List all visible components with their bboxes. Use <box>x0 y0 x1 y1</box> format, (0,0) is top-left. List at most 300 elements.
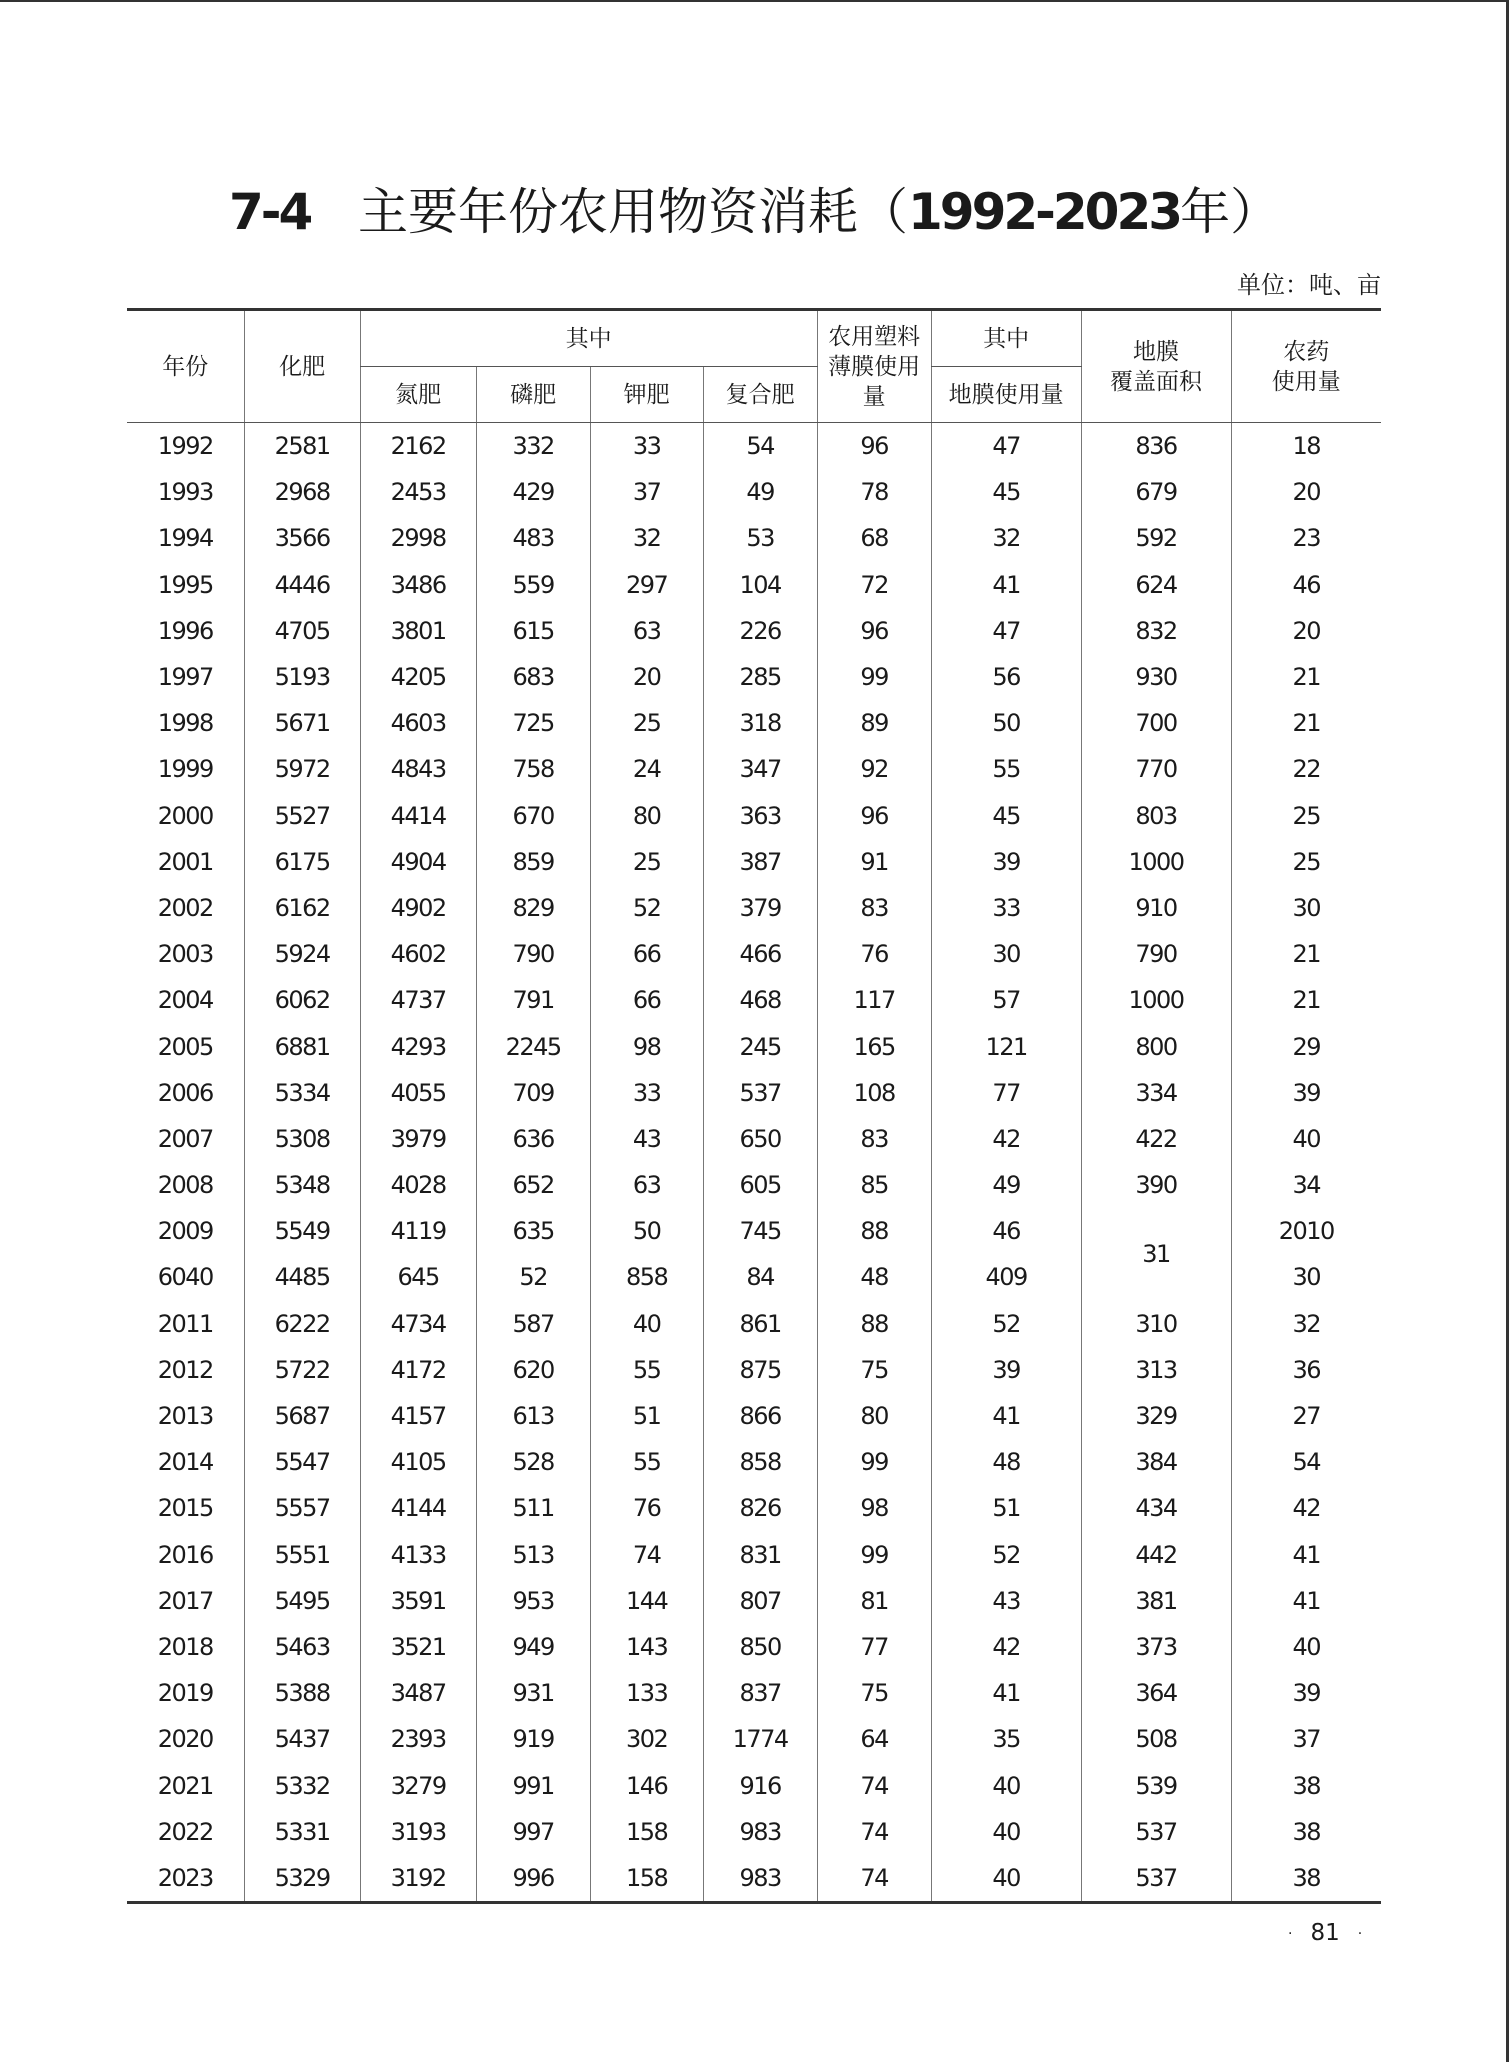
cell-pesticide: 20 <box>1231 608 1381 654</box>
cell-compound: 387 <box>703 839 817 885</box>
cell-nitrogen: 3979 <box>360 1116 476 1162</box>
cell-pesticide: 34 <box>1231 1162 1381 1208</box>
table-row <box>127 1162 1381 1208</box>
cell-plastic-film: 96 <box>817 608 931 654</box>
table-number: 7-4 <box>228 183 311 241</box>
header-year: 年份 <box>127 310 244 423</box>
header-mulch-area-line2: 覆盖面积 <box>1110 368 1203 395</box>
cell-plastic-film: 117 <box>817 977 931 1023</box>
cell-mulch-film: 52 <box>931 1532 1081 1578</box>
cell-plastic-film: 72 <box>817 562 931 608</box>
cell-mulch-area: 1000 <box>1081 977 1231 1023</box>
cell-phosphate: 635 <box>476 1208 590 1254</box>
cell-fertilizer: 5193 <box>244 654 360 700</box>
cell-mulch-area: 539 <box>1081 1762 1231 1808</box>
header-pesticide-line1: 农药 <box>1283 338 1330 365</box>
cell-mulch-area: 434 <box>1081 1485 1231 1531</box>
cell-mulch-area: 700 <box>1081 700 1231 746</box>
title-main: 主要年份农用物资消耗（ <box>357 183 908 241</box>
cell-fertilizer: 5463 <box>244 1624 360 1670</box>
table-row <box>127 1347 1381 1393</box>
cell-mulch-area: 422 <box>1081 1116 1231 1162</box>
cell-potash: 66 <box>590 977 703 1023</box>
cell-compound: 983 <box>703 1855 817 1903</box>
cell-phosphate: 791 <box>476 977 590 1023</box>
cell-mulch-area: 381 <box>1081 1578 1231 1624</box>
cell-potash: 80 <box>590 793 703 839</box>
header-nitrogen: 氮肥 <box>360 367 476 423</box>
cell-year: 2014 <box>157 1448 213 1477</box>
header-phosphate: 磷肥 <box>476 367 590 423</box>
cell-mulch-area: 770 <box>1081 746 1231 792</box>
cell-phosphate: 52 <box>476 1254 590 1300</box>
cell-pesticide: 38 <box>1231 1809 1381 1855</box>
cell-year: 1992 <box>157 432 213 461</box>
cell-potash: 52 <box>590 885 703 931</box>
table-row <box>127 469 1381 515</box>
header-plastic-film <box>817 310 931 423</box>
cell-year: 2003 <box>157 940 213 969</box>
title-years: 1992-2023 <box>907 183 1181 241</box>
cell-potash: 24 <box>590 746 703 792</box>
cell-phosphate: 996 <box>476 1855 590 1903</box>
cell-pesticide: 25 <box>1231 839 1381 885</box>
cell-mulch-film: 57 <box>931 977 1081 1023</box>
cell-phosphate: 670 <box>476 793 590 839</box>
cell-nitrogen: 4734 <box>360 1301 476 1347</box>
cell-compound: 245 <box>703 1023 817 1069</box>
cell-pesticide: 42 <box>1231 1485 1381 1531</box>
table-row <box>127 423 1381 470</box>
cell-potash: 43 <box>590 1116 703 1162</box>
table-row <box>127 1809 1381 1855</box>
cell-plastic-film: 76 <box>817 931 931 977</box>
cell-fertilizer: 6162 <box>244 885 360 931</box>
header-row-1 <box>127 310 1381 367</box>
page-dot-left: · <box>1288 1925 1293 1942</box>
cell-potash: 63 <box>590 608 703 654</box>
cell-plastic-film: 88 <box>817 1301 931 1347</box>
cell-fertilizer: 5308 <box>244 1116 360 1162</box>
table-body <box>127 423 1381 1903</box>
table-row <box>127 1070 1381 1116</box>
cell-plastic-film: 96 <box>817 423 931 470</box>
cell-mulch-area: 679 <box>1081 469 1231 515</box>
cell-mulch-film: 409 <box>931 1254 1081 1300</box>
cell-phosphate: 953 <box>476 1578 590 1624</box>
cell-plastic-film: 68 <box>817 515 931 561</box>
cell-mulch-film: 40 <box>931 1809 1081 1855</box>
cell-phosphate: 683 <box>476 654 590 700</box>
cell-nitrogen: 4144 <box>360 1485 476 1531</box>
cell-plastic-film: 92 <box>817 746 931 792</box>
cell-phosphate: 949 <box>476 1624 590 1670</box>
cell-compound: 983 <box>703 1809 817 1855</box>
cell-mulch-film: 56 <box>931 654 1081 700</box>
cell-pesticide: 25 <box>1231 793 1381 839</box>
cell-potash: 25 <box>590 839 703 885</box>
cell-pesticide: 38 <box>1231 1762 1381 1808</box>
cell-compound: 104 <box>703 562 817 608</box>
cell-compound: 363 <box>703 793 817 839</box>
cell-nitrogen: 4293 <box>360 1023 476 1069</box>
cell-mulch-area: 313 <box>1081 1347 1231 1393</box>
cell-year: 1993 <box>157 478 213 507</box>
cell-plastic-film: 99 <box>817 1439 931 1485</box>
cell-compound: 650 <box>703 1116 817 1162</box>
cell-potash: 66 <box>590 931 703 977</box>
cell-compound: 837 <box>703 1670 817 1716</box>
table-row <box>127 793 1381 839</box>
cell-pesticide: 21 <box>1231 700 1381 746</box>
table-row <box>127 1532 1381 1578</box>
cell-year: 1997 <box>157 663 213 692</box>
cell-nitrogen: 3486 <box>360 562 476 608</box>
cell-mulch-area: 442 <box>1081 1532 1231 1578</box>
cell-nitrogen: 4133 <box>360 1532 476 1578</box>
cell-mulch-film: 40 <box>931 1855 1081 1903</box>
table-row <box>127 654 1381 700</box>
cell-plastic-film: 91 <box>817 839 931 885</box>
header-mulch-area-line1: 地膜 <box>1133 338 1180 365</box>
cell-nitrogen: 4904 <box>360 839 476 885</box>
cell-nitrogen: 4028 <box>360 1162 476 1208</box>
cell-mulch-area: 31 <box>1081 1208 1231 1300</box>
cell-pesticide: 40 <box>1231 1116 1381 1162</box>
cell-mulch-area: 910 <box>1081 885 1231 931</box>
title-text <box>326 183 908 241</box>
cell-phosphate: 991 <box>476 1762 590 1808</box>
cell-compound: 826 <box>703 1485 817 1531</box>
table-row <box>127 931 1381 977</box>
cell-plastic-film: 74 <box>817 1855 931 1903</box>
cell-phosphate: 931 <box>476 1670 590 1716</box>
cell-year: 2021 <box>157 1771 213 1800</box>
cell-year: 2020 <box>157 1725 213 1754</box>
table-row <box>127 608 1381 654</box>
cell-potash: 37 <box>590 469 703 515</box>
cell-pesticide: 39 <box>1231 1070 1381 1116</box>
table-row <box>127 700 1381 746</box>
cell-fertilizer: 5687 <box>244 1393 360 1439</box>
cell-potash: 146 <box>590 1762 703 1808</box>
cell-plastic-film: 89 <box>817 700 931 746</box>
header-plastic-film-line2: 薄膜使用量 <box>828 353 921 410</box>
cell-potash: 133 <box>590 1670 703 1716</box>
cell-mulch-film: 49 <box>931 1162 1081 1208</box>
cell-plastic-film: 96 <box>817 793 931 839</box>
cell-pesticide: 27 <box>1231 1393 1381 1439</box>
cell-year: 2013 <box>157 1402 213 1431</box>
cell-fertilizer: 2581 <box>244 423 360 470</box>
page-number-value: 81 <box>1310 1920 1340 1946</box>
cell-nitrogen: 645 <box>360 1254 476 1300</box>
cell-plastic-film: 83 <box>817 885 931 931</box>
cell-compound: 866 <box>703 1393 817 1439</box>
cell-year: 2019 <box>157 1679 213 1708</box>
cell-mulch-area: 832 <box>1081 608 1231 654</box>
cell-compound: 468 <box>703 977 817 1023</box>
cell-phosphate: 919 <box>476 1716 590 1762</box>
cell-fertilizer: 5332 <box>244 1762 360 1808</box>
cell-pesticide: 41 <box>1231 1578 1381 1624</box>
cell-mulch-film: 52 <box>931 1301 1081 1347</box>
cell-nitrogen: 4055 <box>360 1070 476 1116</box>
cell-nitrogen: 4602 <box>360 931 476 977</box>
cell-compound: 807 <box>703 1578 817 1624</box>
cell-compound: 379 <box>703 885 817 931</box>
cell-mulch-film: 45 <box>931 469 1081 515</box>
cell-fertilizer: 5527 <box>244 793 360 839</box>
cell-fertilizer: 6881 <box>244 1023 360 1069</box>
table-row <box>127 1393 1381 1439</box>
table-row <box>127 885 1381 931</box>
cell-compound: 54 <box>703 423 817 470</box>
cell-plastic-film: 81 <box>817 1578 931 1624</box>
cell-potash: 55 <box>590 1347 703 1393</box>
cell-plastic-film: 85 <box>817 1162 931 1208</box>
header-potash: 钾肥 <box>590 367 703 423</box>
cell-fertilizer: 3566 <box>244 515 360 561</box>
cell-compound: 875 <box>703 1347 817 1393</box>
cell-pesticide: 30 <box>1231 1254 1381 1300</box>
data-table <box>127 308 1381 1904</box>
cell-pesticide: 21 <box>1231 931 1381 977</box>
cell-nitrogen: 4414 <box>360 793 476 839</box>
cell-pesticide: 21 <box>1231 977 1381 1023</box>
cell-mulch-area: 373 <box>1081 1624 1231 1670</box>
header-of-which-2: 其中 <box>931 310 1081 367</box>
cell-mulch-area: 310 <box>1081 1301 1231 1347</box>
cell-phosphate: 620 <box>476 1347 590 1393</box>
cell-mulch-area: 329 <box>1081 1393 1231 1439</box>
cell-nitrogen: 4157 <box>360 1393 476 1439</box>
cell-fertilizer: 2968 <box>244 469 360 515</box>
cell-fertilizer: 5348 <box>244 1162 360 1208</box>
cell-mulch-film: 50 <box>931 700 1081 746</box>
cell-pesticide: 18 <box>1231 423 1381 470</box>
table-row <box>127 839 1381 885</box>
table-row <box>127 746 1381 792</box>
cell-plastic-film: 165 <box>817 1023 931 1069</box>
table-row <box>127 1762 1381 1808</box>
cell-phosphate: 511 <box>476 1485 590 1531</box>
cell-plastic-film: 99 <box>817 1532 931 1578</box>
cell-year: 2017 <box>157 1586 213 1615</box>
cell-year: 1995 <box>157 570 213 599</box>
cell-fertilizer: 5924 <box>244 931 360 977</box>
cell-nitrogen: 3192 <box>360 1855 476 1903</box>
cell-potash: 144 <box>590 1578 703 1624</box>
cell-mulch-area: 364 <box>1081 1670 1231 1716</box>
cell-compound: 226 <box>703 608 817 654</box>
cell-pesticide: 40 <box>1231 1624 1381 1670</box>
cell-mulch-film: 41 <box>931 1670 1081 1716</box>
table-row <box>127 977 1381 1023</box>
cell-mulch-film: 39 <box>931 839 1081 885</box>
cell-phosphate: 332 <box>476 423 590 470</box>
cell-year: 2000 <box>157 801 213 830</box>
cell-mulch-film: 30 <box>931 931 1081 977</box>
cell-year: 2009 <box>157 1217 213 1246</box>
header-pesticide <box>1231 310 1381 423</box>
cell-plastic-film: 75 <box>817 1670 931 1716</box>
cell-mulch-area: 592 <box>1081 515 1231 561</box>
cell-mulch-film: 48 <box>931 1439 1081 1485</box>
header-compound: 复合肥 <box>703 367 817 423</box>
cell-phosphate: 613 <box>476 1393 590 1439</box>
cell-fertilizer: 4485 <box>244 1254 360 1300</box>
cell-nitrogen: 4902 <box>360 885 476 931</box>
cell-fertilizer: 5437 <box>244 1716 360 1762</box>
cell-phosphate: 2245 <box>476 1023 590 1069</box>
cell-year: 1998 <box>157 709 213 738</box>
cell-mulch-area: 930 <box>1081 654 1231 700</box>
cell-potash: 33 <box>590 1070 703 1116</box>
cell-nitrogen: 2393 <box>360 1716 476 1762</box>
cell-fertilizer: 5388 <box>244 1670 360 1716</box>
table-row <box>127 1485 1381 1531</box>
cell-compound: 49 <box>703 469 817 515</box>
cell-plastic-film: 75 <box>817 1347 931 1393</box>
cell-potash: 51 <box>590 1393 703 1439</box>
header-plastic-film-line1: 农用塑料 <box>828 323 921 350</box>
cell-fertilizer: 5551 <box>244 1532 360 1578</box>
cell-mulch-film: 42 <box>931 1624 1081 1670</box>
title-suffix: 年） <box>1180 183 1281 241</box>
cell-year: 2012 <box>157 1355 213 1384</box>
cell-mulch-area: 384 <box>1081 1439 1231 1485</box>
table-row <box>127 1855 1381 1903</box>
header-mulch-area <box>1081 310 1231 423</box>
cell-mulch-area: 537 <box>1081 1855 1231 1903</box>
cell-pesticide: 32 <box>1231 1301 1381 1347</box>
cell-mulch-film: 41 <box>931 562 1081 608</box>
cell-fertilizer: 5329 <box>244 1855 360 1903</box>
cell-plastic-film: 48 <box>817 1254 931 1300</box>
cell-potash: 76 <box>590 1485 703 1531</box>
cell-year: 2008 <box>157 1171 213 1200</box>
cell-mulch-film: 35 <box>931 1716 1081 1762</box>
cell-fertilizer: 6062 <box>244 977 360 1023</box>
cell-nitrogen: 4843 <box>360 746 476 792</box>
table-row <box>127 562 1381 608</box>
cell-phosphate: 559 <box>476 562 590 608</box>
cell-mulch-area: 390 <box>1081 1162 1231 1208</box>
cell-plastic-film: 83 <box>817 1116 931 1162</box>
cell-potash: 302 <box>590 1716 703 1762</box>
cell-compound: 1774 <box>703 1716 817 1762</box>
table-row <box>127 1624 1381 1670</box>
cell-fertilizer: 5549 <box>244 1208 360 1254</box>
cell-fertilizer: 6175 <box>244 839 360 885</box>
cell-mulch-film: 47 <box>931 608 1081 654</box>
cell-fertilizer: 5557 <box>244 1485 360 1531</box>
table-row <box>127 1116 1381 1162</box>
cell-potash: 143 <box>590 1624 703 1670</box>
cell-fertilizer: 5671 <box>244 700 360 746</box>
cell-plastic-film: 80 <box>817 1393 931 1439</box>
cell-compound: 916 <box>703 1762 817 1808</box>
cell-nitrogen: 4105 <box>360 1439 476 1485</box>
cell-compound: 537 <box>703 1070 817 1116</box>
cell-nitrogen: 3193 <box>360 1809 476 1855</box>
table-row <box>127 1670 1381 1716</box>
cell-nitrogen: 4737 <box>360 977 476 1023</box>
table-row <box>127 1578 1381 1624</box>
cell-mulch-area: 836 <box>1081 423 1231 470</box>
cell-nitrogen: 3487 <box>360 1670 476 1716</box>
cell-fertilizer: 4446 <box>244 562 360 608</box>
cell-pesticide: 29 <box>1231 1023 1381 1069</box>
cell-fertilizer: 5972 <box>244 746 360 792</box>
cell-plastic-film: 74 <box>817 1809 931 1855</box>
cell-fertilizer: 4705 <box>244 608 360 654</box>
cell-phosphate: 758 <box>476 746 590 792</box>
cell-phosphate: 790 <box>476 931 590 977</box>
cell-fertilizer: 5331 <box>244 1809 360 1855</box>
cell-nitrogen: 2162 <box>360 423 476 470</box>
cell-compound: 84 <box>703 1254 817 1300</box>
header-of-which: 其中 <box>360 310 817 367</box>
cell-compound: 285 <box>703 654 817 700</box>
cell-phosphate: 429 <box>476 469 590 515</box>
cell-phosphate: 615 <box>476 608 590 654</box>
cell-plastic-film: 108 <box>817 1070 931 1116</box>
header-mulch-film: 地膜使用量 <box>931 367 1081 423</box>
cell-pesticide: 39 <box>1231 1670 1381 1716</box>
cell-mulch-film: 41 <box>931 1393 1081 1439</box>
cell-pesticide: 23 <box>1231 515 1381 561</box>
page-dot-right: · <box>1357 1925 1363 1942</box>
cell-year: 2018 <box>157 1632 213 1661</box>
cell-pesticide: 20 <box>1231 469 1381 515</box>
cell-mulch-film: 47 <box>931 423 1081 470</box>
page-number <box>1270 1918 1380 1949</box>
cell-plastic-film: 99 <box>817 654 931 700</box>
cell-year: 2005 <box>157 1032 213 1061</box>
cell-mulch-area: 1000 <box>1081 839 1231 885</box>
cell-mulch-area: 800 <box>1081 1023 1231 1069</box>
cell-mulch-film: 33 <box>931 885 1081 931</box>
cell-pesticide: 21 <box>1231 654 1381 700</box>
cell-compound: 347 <box>703 746 817 792</box>
cell-phosphate: 709 <box>476 1070 590 1116</box>
page-title <box>0 180 1509 244</box>
cell-nitrogen: 3591 <box>360 1578 476 1624</box>
cell-pesticide: 46 <box>1231 562 1381 608</box>
cell-fertilizer: 5547 <box>244 1439 360 1485</box>
cell-plastic-film: 88 <box>817 1208 931 1254</box>
cell-year: 2015 <box>157 1494 213 1523</box>
cell-potash: 63 <box>590 1162 703 1208</box>
cell-mulch-film: 77 <box>931 1070 1081 1116</box>
table-row <box>127 1208 1381 1254</box>
cell-mulch-film: 45 <box>931 793 1081 839</box>
cell-nitrogen: 2998 <box>360 515 476 561</box>
cell-phosphate: 483 <box>476 515 590 561</box>
cell-compound: 850 <box>703 1624 817 1670</box>
cell-pesticide: 54 <box>1231 1439 1381 1485</box>
cell-potash: 158 <box>590 1855 703 1903</box>
cell-year: 2023 <box>157 1863 213 1892</box>
cell-compound: 858 <box>703 1439 817 1485</box>
cell-phosphate: 652 <box>476 1162 590 1208</box>
cell-phosphate: 528 <box>476 1439 590 1485</box>
cell-mulch-area: 624 <box>1081 562 1231 608</box>
cell-nitrogen: 3801 <box>360 608 476 654</box>
cell-mulch-film: 42 <box>931 1116 1081 1162</box>
